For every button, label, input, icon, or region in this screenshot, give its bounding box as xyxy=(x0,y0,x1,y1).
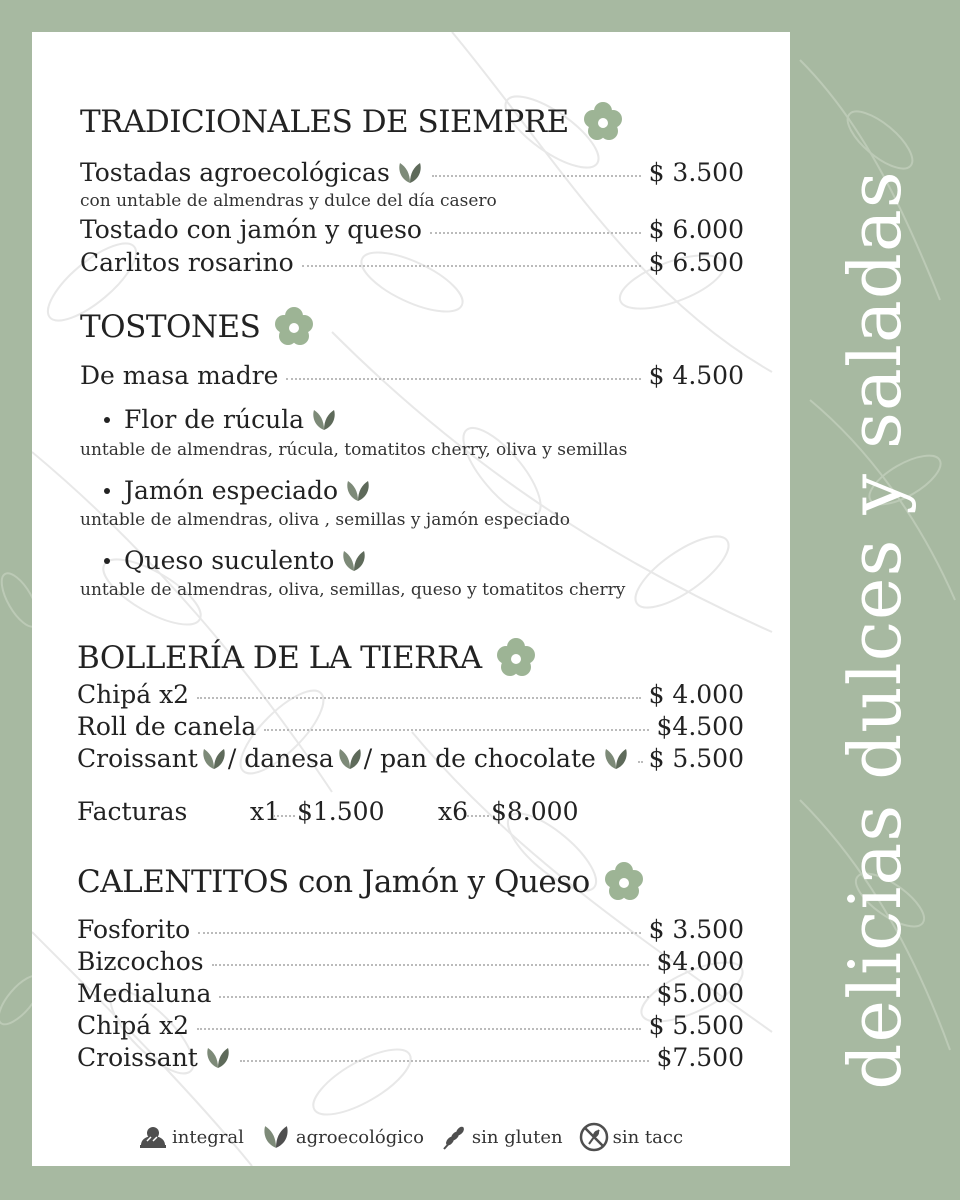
facturas-x6-label: x6 xyxy=(438,797,469,826)
dot-leader xyxy=(198,932,640,934)
facturas-x1-label: x1 xyxy=(250,797,281,826)
menu-item-croissant-calentito xyxy=(77,1043,744,1072)
item-price: $ 5.500 xyxy=(648,744,744,773)
item-name: De masa madre xyxy=(80,361,279,390)
item-price: $ 6.000 xyxy=(648,215,744,244)
facturas-x6-price: $8.000 xyxy=(491,797,579,826)
dot-leader xyxy=(197,697,640,699)
section-title-text: TOSTONES xyxy=(80,309,261,345)
legend-label: agroecológico xyxy=(295,1126,424,1148)
item-name: Tostado con jamón y queso xyxy=(80,215,422,244)
facturas-label: Facturas xyxy=(77,797,188,826)
item-name: Roll de canela xyxy=(77,712,257,741)
menu-item-fosforito xyxy=(77,915,744,944)
dot-leader xyxy=(286,378,640,380)
sin-tacc-icon xyxy=(579,1122,609,1152)
agroecologico-icon xyxy=(340,549,368,573)
dot-leader xyxy=(212,964,649,966)
dot-leader xyxy=(264,729,648,731)
dot-leader xyxy=(302,265,641,267)
dot-leader xyxy=(219,996,648,998)
section-title-tostones xyxy=(80,305,316,349)
section-title-calentitos xyxy=(77,860,646,904)
dot-leader xyxy=(432,175,641,177)
legend-label: sin gluten xyxy=(471,1126,563,1148)
variant-jamon-especiado xyxy=(104,476,372,505)
item-name: Croissant xyxy=(77,1043,198,1072)
item-price: $4.000 xyxy=(656,947,744,976)
section-title-text: CALENTITOS con Jamón y Queso xyxy=(77,864,590,900)
menu-item-chipa xyxy=(77,680,744,709)
section-title-text: TRADICIONALES DE SIEMPRE xyxy=(80,104,569,140)
menu-item-tostadas xyxy=(80,158,744,187)
item-price: $ 3.500 xyxy=(648,158,744,187)
agroecologico-icon xyxy=(344,479,372,503)
item-price: $4.500 xyxy=(656,712,744,741)
item-name: Bizcochos xyxy=(77,947,204,976)
menu-item-bizcochos xyxy=(77,947,744,976)
variant-flor-de-rucula xyxy=(104,405,338,434)
legend-label: sin tacc xyxy=(612,1126,684,1148)
legend-integral xyxy=(138,1123,244,1151)
item-name: Chipá x2 xyxy=(77,1011,190,1040)
item-description: con untable de almendras y dulce del día casero xyxy=(80,191,497,211)
dot-leader xyxy=(467,797,489,817)
side-title xyxy=(825,80,925,1180)
agroecologico-icon xyxy=(200,747,228,771)
variant-description: untable de almendras, oliva , semillas y jamón especiado xyxy=(80,510,570,530)
agroecologico-icon xyxy=(204,1046,232,1070)
menu-item-chipa-calentito xyxy=(77,1011,744,1040)
legend-sin-gluten xyxy=(440,1123,563,1151)
dot-leader xyxy=(273,797,295,817)
bullet-dot xyxy=(104,488,110,494)
flower-icon xyxy=(494,636,538,680)
section-title-bolleria xyxy=(77,636,538,680)
flower-icon xyxy=(602,860,646,904)
menu-item-carlitos xyxy=(80,248,744,277)
item-name: / danesa xyxy=(227,744,334,773)
item-price: $ 6.500 xyxy=(648,248,744,277)
dot-leader xyxy=(197,1028,640,1030)
menu-item-roll-canela xyxy=(77,712,744,741)
section-title-text: BOLLERÍA DE LA TIERRA xyxy=(77,640,482,676)
item-name: Carlitos rosarino xyxy=(80,248,294,277)
legend-sin-tacc xyxy=(579,1122,683,1152)
legend-label: integral xyxy=(172,1126,244,1148)
section-title-tradicionales xyxy=(80,100,625,144)
item-name: Croissant xyxy=(77,744,198,773)
menu-item-medialuna xyxy=(77,979,744,1008)
integral-icon xyxy=(138,1123,168,1151)
dot-leader xyxy=(638,761,641,763)
agroecologico-icon xyxy=(310,408,338,432)
agroecologico-icon xyxy=(602,747,630,771)
bullet-dot xyxy=(104,558,110,564)
flower-icon xyxy=(581,100,625,144)
item-price: $ 5.500 xyxy=(648,1011,744,1040)
variant-queso-suculento xyxy=(104,546,368,575)
agroecologico-icon xyxy=(260,1124,292,1150)
menu-item-masa-madre xyxy=(80,361,744,390)
item-price: $ 4.500 xyxy=(648,361,744,390)
item-name: Fosforito xyxy=(77,915,191,944)
variant-name: Flor de rúcula xyxy=(124,405,305,434)
item-name: Medialuna xyxy=(77,979,212,1008)
facturas-x1-price: $1.500 xyxy=(297,797,385,826)
agroecologico-icon xyxy=(396,161,424,185)
legend xyxy=(138,1122,699,1152)
dot-leader xyxy=(430,232,641,234)
wheat-icon xyxy=(440,1123,468,1151)
legend-agroecologico xyxy=(260,1124,424,1150)
item-price: $5.000 xyxy=(656,979,744,1008)
variant-description: untable de almendras, oliva, semillas, queso y tomatitos cherry xyxy=(80,580,626,600)
variant-name: Jamón especiado xyxy=(124,476,339,505)
variant-name: Queso suculento xyxy=(124,546,335,575)
bullet-dot xyxy=(104,417,110,423)
menu-item-croissant-danesa xyxy=(77,744,744,773)
item-price: $ 4.000 xyxy=(648,680,744,709)
agroecologico-icon xyxy=(336,747,364,771)
item-name: / pan de chocolate xyxy=(363,744,596,773)
dot-leader xyxy=(240,1060,649,1062)
flower-icon xyxy=(272,305,316,349)
side-title-text: delicias dulces y saladas xyxy=(833,170,917,1090)
item-name: Tostadas agroecológicas xyxy=(80,158,390,187)
variant-description: untable de almendras, rúcula, tomatitos cherry, oliva y semillas xyxy=(80,440,628,460)
item-price: $7.500 xyxy=(656,1043,744,1072)
item-name: Chipá x2 xyxy=(77,680,190,709)
menu-item-tostado xyxy=(80,215,744,244)
item-price: $ 3.500 xyxy=(648,915,744,944)
